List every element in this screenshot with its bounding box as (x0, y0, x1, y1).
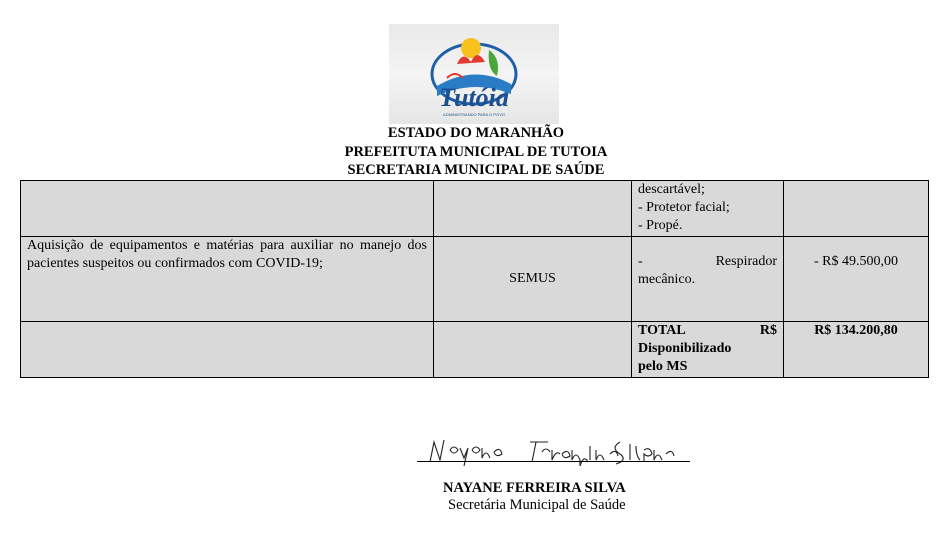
table-cell-description (21, 181, 434, 237)
item-line: - Propé. (638, 218, 683, 233)
table-row (21, 181, 929, 237)
description-text: Aquisição de equipamentos e matérias para auxiliar no manejo dos pacientes suspeitos ou confirmados com COVID-19; (27, 238, 427, 271)
table-cell-agency (434, 237, 632, 322)
budget-table (20, 180, 929, 378)
total-value-text: R$ 134.200,80 (814, 323, 898, 338)
total-currency: R$ (759, 323, 777, 338)
item-rest: mecânico. (638, 272, 696, 287)
logo-text: Tutóia (439, 83, 509, 112)
total-word: TOTAL (638, 323, 686, 338)
item-dash: - (638, 254, 643, 269)
secretariat-title: SECRETARIA MUNICIPAL DE SAÚDE (347, 162, 605, 178)
item-word: Respirador (715, 254, 777, 269)
item-line: - Protetor facial; (638, 200, 730, 215)
total-line3: pelo MS (638, 359, 688, 374)
signature-line (417, 461, 690, 462)
table-cell-agency (434, 181, 632, 237)
table-cell-items (632, 181, 784, 237)
municipal-logo (389, 24, 559, 124)
agency-text: SEMUS (509, 271, 556, 286)
table-cell-value (784, 181, 929, 237)
signer-role: Secretária Municipal de Saúde (448, 497, 626, 513)
total-line2: Disponibilizado (638, 341, 732, 356)
item-line: descartável; (638, 182, 705, 197)
table-row (21, 322, 929, 378)
logo-tagline: ADMINISTRANDO PARA O POVO (443, 112, 505, 117)
state-title: ESTADO DO MARANHÃO (387, 125, 565, 141)
value-text: - R$ 49.500,00 (814, 254, 898, 269)
table-cell-total-label (632, 322, 784, 378)
table-cell-description (21, 237, 434, 322)
table-cell-description (21, 322, 434, 378)
tutoia-logo-icon (389, 24, 559, 124)
table-cell-items (632, 237, 784, 322)
signer-name: NAYANE FERREIRA SILVA (443, 480, 626, 496)
table-cell-value (784, 237, 929, 322)
table-cell-agency (434, 322, 632, 378)
table-cell-total-value (784, 322, 929, 378)
prefecture-title: PREFEITUTA MUNICIPAL DE TUTOIA (344, 144, 608, 160)
table-row (21, 237, 929, 322)
